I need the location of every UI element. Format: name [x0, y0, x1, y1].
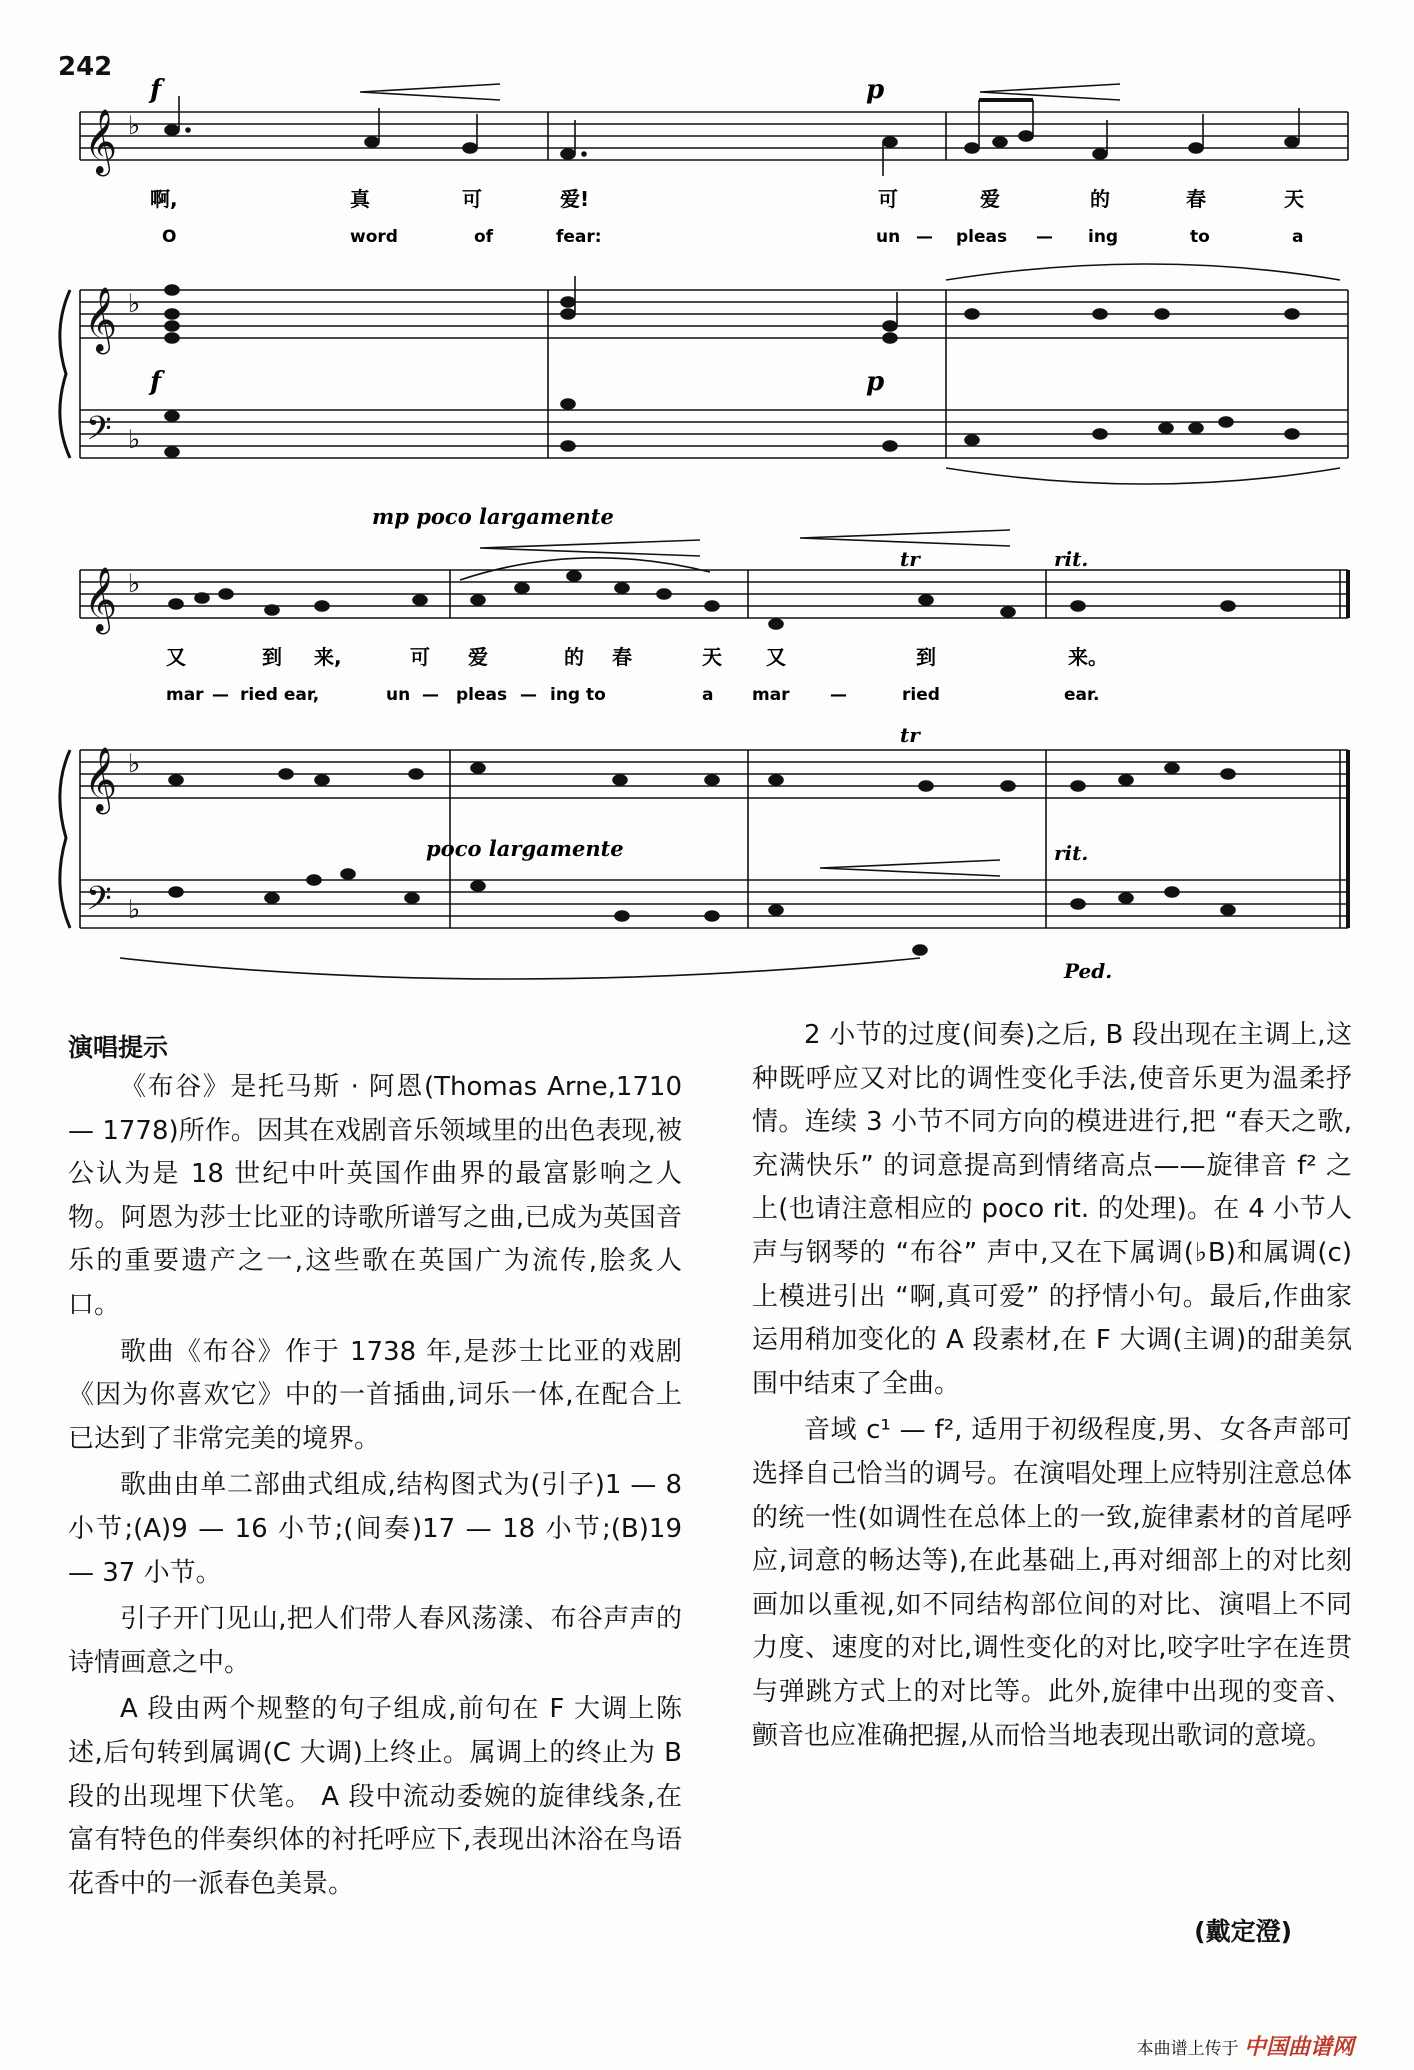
lyric-syllable: fear: [556, 227, 602, 247]
lyric-syllable: 到 [916, 645, 936, 669]
lyric-syllable: word [350, 227, 398, 247]
dynamic-p-piano: p [866, 367, 885, 397]
commentary-left-column [68, 1066, 682, 1909]
lyric-syllable: 来。 [1068, 645, 1108, 669]
lyric-syllable: un [876, 227, 901, 247]
lyric-syllable: of [474, 227, 494, 247]
svg-text:♭: ♭ [128, 289, 141, 319]
lyric-syllable: ing [1088, 227, 1119, 247]
dynamic-f-piano: f [150, 367, 162, 397]
lyric-syllable: 又 [166, 645, 186, 669]
treble-clef-icon: 𝄞 [84, 109, 118, 174]
lyric-syllable: — [916, 227, 933, 247]
lyric-syllable: 爱 [980, 187, 1000, 211]
voice-staff-1 [80, 112, 1348, 160]
lyric-syllable: 爱! [560, 187, 590, 211]
piano-treble-staff-2 [80, 750, 1348, 798]
lyric-syllable: 的 [564, 645, 584, 669]
lyric-syllable: 的 [1090, 187, 1110, 211]
paragraph: 《布谷》是托马斯 · 阿恩(Thomas Arne,1710 — 1778)所作。因其在戏剧音乐领域里的出色表现,被公认为是 18 世纪中叶英国作曲界的最富影响之人物。阿恩为莎士比亚的诗歌所谱写之曲,已成为英国音乐的重要遗产之一,这些歌在英国广为流传,脍炙人口。 [68, 1072, 682, 1320]
pedal-mark: Ped. [1064, 959, 1113, 983]
treble-clef-icon: 𝄞 [84, 287, 118, 352]
svg-text:♭: ♭ [128, 425, 141, 455]
piano-notes-1 [165, 276, 1299, 457]
section-heading: 演唱提示 [68, 1033, 169, 1062]
lyric-syllable: ear. [1064, 685, 1100, 705]
lyric-syllable: — [1036, 227, 1053, 247]
lyrics-en-1 [162, 227, 1303, 247]
lyric-syllable: — [830, 685, 847, 705]
lyrics-en-2 [166, 685, 1099, 705]
lyric-syllable: — [520, 685, 537, 705]
expression-mp-poco-largamente: mp poco largamente [372, 504, 614, 529]
paragraph: 歌曲《布谷》作于 1738 年,是莎士比亚的戏剧《因为你喜欢它》中的一首插曲,词乐一体,在配合上已达到了非常完美的境界。 [68, 1336, 682, 1454]
lyric-syllable: — [422, 685, 439, 705]
paragraph: 2 小节的过度(间奏)之后, B 段出现在主调上,这种既呼应又对比的调性变化手法,使音乐更为温柔抒情。连续 3 小节不同方向的模进进行,把 “春天之歌,充满快乐” 的词意提高到情绪高点——旋律音 f² 之上(也请注意相应的 poco rit. 的处理)。在 4 小节人声与钢琴的 “布谷” 声中,又在下属调(♭B)和属调(c)上模进引出 “啊,真可爱” 的抒情小句。最后,作曲家运用稍加变化的 A 段素材,在 F 大调(主调)的甜美氛围中结束了全曲。 [752, 1020, 1352, 1399]
lyric-syllable: mar [166, 685, 204, 705]
watermark-prefix: 本曲谱上传于 [1136, 2039, 1239, 2059]
lyric-syllable: 春 [1186, 187, 1206, 211]
lyric-syllable: un [386, 685, 411, 705]
rit-voice: rit. [1054, 547, 1089, 571]
voice-notes-2 [169, 571, 1235, 629]
bass-clef-icon: 𝄢 [86, 880, 112, 926]
paragraph: 歌曲由单二部曲式组成,结构图式为(引子)1 — 8 小节;(A)9 — 16 小节;(间奏)17 — 18 小节;(B)19 — 37 小节。 [68, 1470, 682, 1588]
lyric-syllable: 来, [314, 645, 342, 669]
treble-clef-icon: 𝄞 [84, 747, 118, 812]
lyrics-cn-2 [166, 645, 1108, 669]
lyric-syllable: 真 [350, 187, 370, 211]
watermark [1137, 2030, 1354, 2061]
lyric-syllable: 可 [410, 645, 430, 669]
lyric-syllable: 又 [766, 645, 786, 669]
lyric-syllable: ried [902, 685, 940, 705]
lyric-syllable: O [162, 227, 177, 247]
lyric-syllable: 春 [612, 645, 632, 669]
lyric-syllable: 啊, [150, 187, 178, 211]
lyric-syllable: 可 [462, 187, 482, 211]
lyrics-cn-1 [150, 187, 1304, 211]
lyric-syllable: pleas [456, 685, 508, 705]
lyric-syllable: 天 [702, 645, 722, 669]
trill-mark-piano: tr [900, 723, 920, 747]
author-signature: (戴定澄) [1194, 1917, 1292, 1946]
svg-text:♭: ♭ [128, 749, 141, 779]
svg-text:♭: ♭ [128, 895, 141, 925]
page-number: 242 [58, 52, 113, 82]
paragraph: 引子开门见山,把人们带人春风荡漾、布谷声声的诗情画意之中。 [68, 1604, 682, 1678]
paragraph: 音域 c¹ — f², 适用于初级程度,男、女各声部可选择自己恰当的调号。在演唱处理上应特别注意总体的统一性(如调性在总体上的一致,旋律素材的首尾呼应,词意的畅达等),在此基础上,再对细部上的对比刻画加以重视,如不同结构部位间的对比、演唱上不同力度、速度的对比,调性变化的对比,咬字吐字在连贯与弹跳方式上的对比等。此外,旋律中出现的变音、颤音也应准确把握,从而恰当地表现出歌词的意境。 [752, 1415, 1352, 1751]
lyric-syllable: 天 [1284, 187, 1304, 211]
lyric-syllable: a [1292, 227, 1304, 247]
lyric-syllable: 爱 [468, 645, 488, 669]
lyric-syllable: ried ear, [240, 685, 320, 705]
lyric-syllable: 可 [878, 187, 898, 211]
lyric-syllable: mar [752, 685, 790, 705]
flat-key-signature: ♭ [128, 111, 141, 141]
dynamic-f-voice: f [150, 75, 162, 105]
commentary-right-column [752, 1014, 1352, 1761]
rit-piano: rit. [1054, 841, 1089, 865]
watermark-site: 中国曲谱网 [1243, 2035, 1354, 2060]
lyric-syllable: a [702, 685, 714, 705]
expression-poco-largamente-piano: poco largamente [426, 836, 624, 861]
paragraph: A 段由两个规整的句子组成,前句在 F 大调上陈述,后句转到属调(C 大调)上终止。属调上的终止为 B 段的出现埋下伏笔。 A 段中流动委婉的旋律线条,在富有特色的伴奏织体的衬托呼应下,表现出沐浴在鸟语花香中的一派春色美景。 [68, 1694, 682, 1899]
music-score [0, 0, 1414, 1000]
lyric-syllable: 到 [262, 645, 282, 669]
trill-mark-voice: tr [900, 547, 920, 571]
dynamic-p-voice: p [866, 75, 885, 105]
treble-clef-icon: 𝄞 [84, 567, 118, 632]
bass-clef-icon: 𝄢 [86, 410, 112, 456]
lyric-syllable: to [1190, 227, 1210, 247]
lyric-syllable: — [212, 685, 229, 705]
lyric-syllable: ing to [550, 685, 606, 705]
svg-text:♭: ♭ [128, 569, 141, 599]
lyric-syllable: pleas [956, 227, 1008, 247]
